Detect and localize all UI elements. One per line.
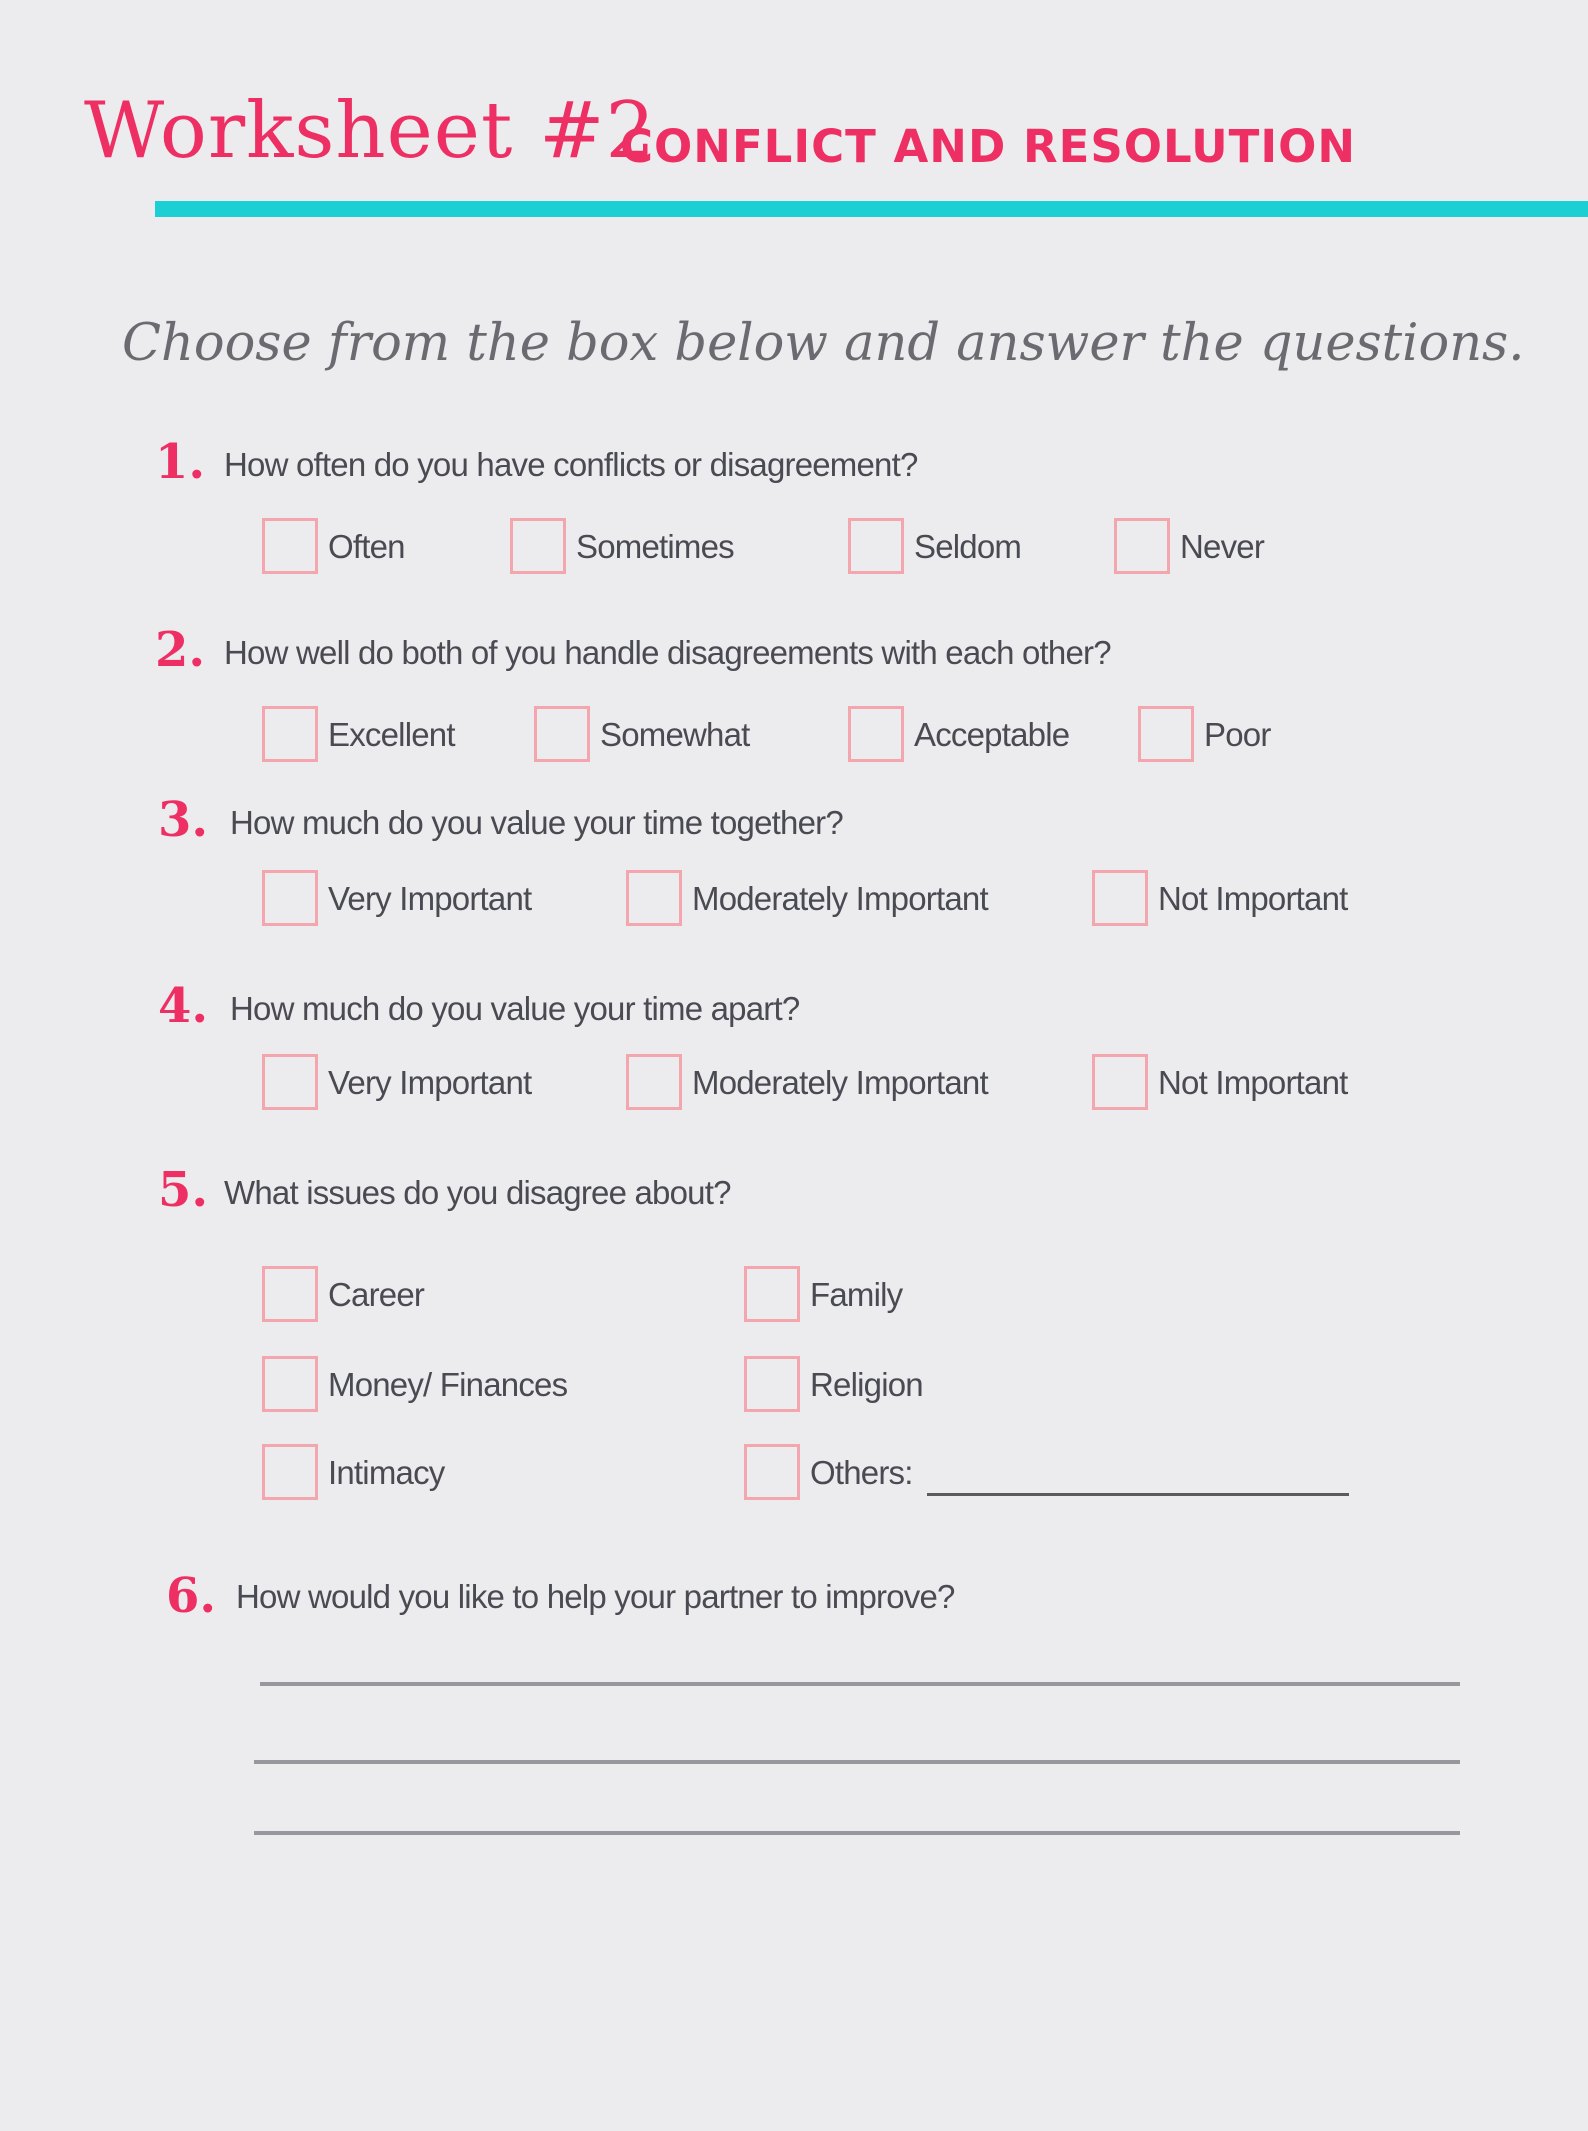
checkbox[interactable]: [744, 1444, 800, 1500]
checkbox[interactable]: [262, 518, 318, 574]
checkbox[interactable]: [262, 1266, 318, 1322]
q5-option-family[interactable]: [744, 1266, 902, 1322]
option-label: Very Important: [328, 879, 532, 917]
option-label: Moderately Important: [692, 879, 988, 917]
option-label: Career: [328, 1275, 425, 1313]
question-2-text: How well do both of you handle disagreements with each other?: [224, 634, 1111, 671]
checkbox[interactable]: [1114, 518, 1170, 574]
option-label: Not Important: [1158, 1063, 1348, 1101]
checkbox[interactable]: [262, 706, 318, 762]
checkbox[interactable]: [1092, 1054, 1148, 1110]
question-4-text: How much do you value your time apart?: [230, 990, 800, 1027]
option-label: Religion: [810, 1365, 923, 1403]
option-label: Not Important: [1158, 879, 1348, 917]
option-label: Others:: [810, 1453, 913, 1491]
title-divider: [155, 201, 1588, 217]
checkbox[interactable]: [262, 1356, 318, 1412]
option-label: Poor: [1204, 715, 1271, 753]
question-6-number: 6.: [166, 1568, 217, 1624]
q1-option-never[interactable]: [1114, 518, 1264, 574]
checkbox[interactable]: [510, 518, 566, 574]
question-1-text: How often do you have conflicts or disagreement?: [224, 446, 918, 483]
q2-option-excellent[interactable]: [262, 706, 455, 762]
q3-option-moderately-important[interactable]: [626, 870, 988, 926]
option-label: Acceptable: [914, 715, 1070, 753]
option-label: Sometimes: [576, 527, 734, 565]
q1-option-often[interactable]: [262, 518, 405, 574]
question-4-number: 4.: [158, 978, 209, 1034]
option-label: Moderately Important: [692, 1063, 988, 1101]
q2-option-acceptable[interactable]: [848, 706, 1069, 762]
answer-line-3[interactable]: [254, 1831, 1460, 1835]
q5-option-money-finances[interactable]: [262, 1356, 567, 1412]
q1-option-sometimes[interactable]: [510, 518, 734, 574]
answer-line-1[interactable]: [260, 1682, 1460, 1686]
q5-option-others[interactable]: [744, 1444, 1349, 1500]
q1-option-seldom[interactable]: [848, 518, 1021, 574]
worksheet-subtitle: CONFLICT AND RESOLUTION: [620, 120, 1357, 173]
question-3-text: How much do you value your time together?: [230, 804, 843, 841]
question-5-text: What issues do you disagree about?: [224, 1174, 731, 1211]
q2-option-poor[interactable]: [1138, 706, 1271, 762]
checkbox[interactable]: [848, 518, 904, 574]
checkbox[interactable]: [1092, 870, 1148, 926]
q2-option-somewhat[interactable]: [534, 706, 750, 762]
checkbox[interactable]: [262, 1444, 318, 1500]
option-label: Excellent: [328, 715, 455, 753]
checkbox[interactable]: [262, 870, 318, 926]
option-label: Very Important: [328, 1063, 532, 1101]
q4-option-very-important[interactable]: [262, 1054, 531, 1110]
option-label: Money/ Finances: [328, 1365, 568, 1403]
option-label: Somewhat: [600, 715, 750, 753]
option-label: Never: [1180, 527, 1265, 565]
option-label: Family: [810, 1275, 903, 1313]
checkbox[interactable]: [626, 1054, 682, 1110]
others-write-in-line[interactable]: [927, 1493, 1349, 1496]
option-label: Intimacy: [328, 1453, 445, 1491]
checkbox[interactable]: [262, 1054, 318, 1110]
question-3-number: 3.: [158, 792, 209, 848]
worksheet-title: Worksheet #2: [84, 86, 657, 176]
checkbox[interactable]: [744, 1266, 800, 1322]
checkbox[interactable]: [1138, 706, 1194, 762]
answer-line-2[interactable]: [254, 1760, 1460, 1764]
question-2-number: 2.: [155, 622, 206, 678]
checkbox[interactable]: [534, 706, 590, 762]
checkbox[interactable]: [626, 870, 682, 926]
question-1-number: 1.: [155, 434, 206, 490]
option-label: Seldom: [914, 527, 1022, 565]
checkbox[interactable]: [848, 706, 904, 762]
q4-option-not-important[interactable]: [1092, 1054, 1348, 1110]
q5-option-intimacy[interactable]: [262, 1444, 444, 1500]
q3-option-not-important[interactable]: [1092, 870, 1348, 926]
q5-option-religion[interactable]: [744, 1356, 923, 1412]
checkbox[interactable]: [744, 1356, 800, 1412]
q3-option-very-important[interactable]: [262, 870, 531, 926]
q4-option-moderately-important[interactable]: [626, 1054, 988, 1110]
question-6-text: How would you like to help your partner to improve?: [236, 1578, 955, 1615]
option-label: Often: [328, 527, 405, 565]
question-5-number: 5.: [158, 1162, 209, 1218]
q5-option-career[interactable]: [262, 1266, 424, 1322]
instruction-text: Choose from the box below and answer the questions.: [122, 314, 1525, 373]
